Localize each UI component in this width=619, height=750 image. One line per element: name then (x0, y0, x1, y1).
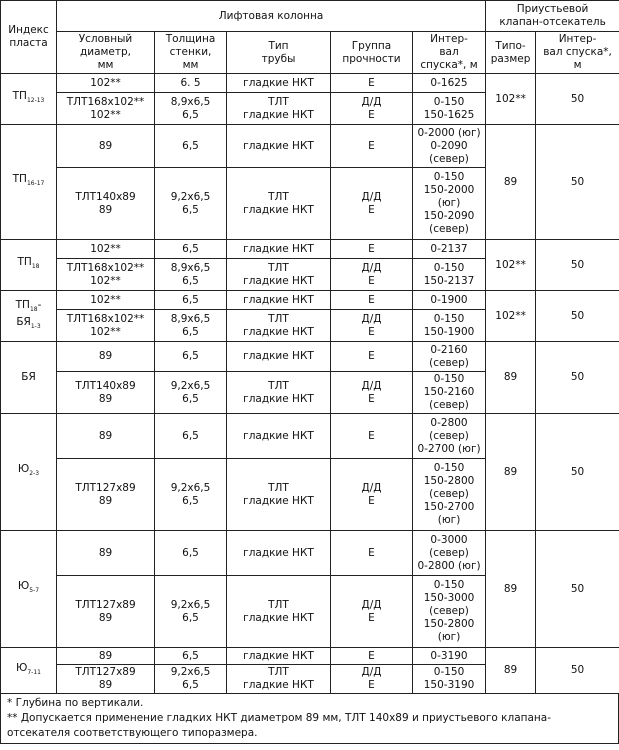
header-thickness: Толщина стенки, мм (155, 32, 227, 74)
strength-cell: Е (331, 240, 413, 259)
interval-cell: 0-3190 (413, 648, 486, 665)
strength-cell: Д/Д Е (331, 459, 413, 531)
interval-cell: 0-1900 (413, 291, 486, 310)
formation-index: ТП (17, 256, 32, 269)
valve-size-cell: 89 (486, 531, 536, 648)
pipe-type-cell: ТЛТ гладкие НКТ (227, 459, 331, 531)
strength-cell: Е (331, 648, 413, 665)
header-valve-interval: Интер- вал спуска*, м (536, 32, 619, 74)
pipe-type-cell: гладкие НКТ (227, 240, 331, 259)
thickness-cell: 8,9x6,5 6,5 (155, 259, 227, 291)
formation-index-sub: 5-7 (29, 587, 40, 595)
interval-cell: 0-1625 (413, 74, 486, 93)
thickness-cell: 6,5 (155, 531, 227, 576)
thickness-cell: 8,9x6,5 6,5 (155, 310, 227, 342)
diameter-cell: ТЛТ127x89 89 (57, 459, 155, 531)
formation-index-2: БЯ (16, 316, 31, 328)
formation-index-cell (1, 125, 57, 240)
valve-interval-cell: 50 (536, 648, 619, 694)
header-interval: Интер- вал спуска*, м (413, 32, 486, 74)
valve-interval-cell: 50 (536, 240, 619, 291)
valve-size-cell: 102** (486, 291, 536, 342)
diameter-cell: 89 (57, 342, 155, 372)
thickness-cell: 6. 5 (155, 74, 227, 93)
valve-size-cell: 89 (486, 342, 536, 414)
table-row (1, 414, 619, 459)
thickness-cell: 6,5 (155, 240, 227, 259)
header-strength: Группа прочности (331, 32, 413, 74)
thickness-cell: 9,2x6,5 6,5 (155, 665, 227, 694)
header-valve-size: Типо- размер (486, 32, 536, 74)
strength-cell: Е (331, 125, 413, 168)
header-valve: Приустьевой клапан-отсекатель (486, 1, 619, 32)
header-pipe-type: Тип трубы (227, 32, 331, 74)
footnote: * Глубина по вертикали. (7, 697, 144, 709)
formation-index: Ю (17, 463, 30, 476)
formation-index: БЯ (21, 371, 36, 383)
interval-cell: 0-150 150-3190 (413, 665, 486, 694)
pipe-type-cell: ТЛТ гладкие НКТ (227, 259, 331, 291)
header-row-1 (1, 1, 619, 32)
header-index: Индекс пласта (1, 1, 57, 74)
interval-cell: 0-150 150-3000 (север) 150-2800 (юг) (413, 576, 486, 648)
pipe-type-cell: ТЛТ гладкие НКТ (227, 576, 331, 648)
pipe-type-cell: ТЛТ гладкие НКТ (227, 665, 331, 694)
strength-cell: Д/Д Е (331, 372, 413, 414)
pipe-type-cell: ТЛТ гладкие НКТ (227, 310, 331, 342)
formation-index: Ю (16, 661, 28, 674)
pipe-type-cell: ТЛТ гладкие НКТ (227, 372, 331, 414)
interval-cell: 0-3000 (север) 0-2800 (юг) (413, 531, 486, 576)
interval-cell: 0-150 150-1900 (413, 310, 486, 342)
thickness-cell: 8,9x6,5 6,5 (155, 93, 227, 125)
formation-index: ТП (12, 173, 27, 186)
pipe-type-cell: гладкие НКТ (227, 531, 331, 576)
diameter-cell: ТЛТ168x102** 102** (57, 310, 155, 342)
valve-interval-cell: 50 (536, 342, 619, 414)
diameter-cell: ТЛТ140x89 89 (57, 372, 155, 414)
thickness-cell: 9,2x6,5 6,5 (155, 576, 227, 648)
diameter-cell: 89 (57, 414, 155, 459)
formation-index-cell (1, 74, 57, 125)
diameter-cell: 89 (57, 125, 155, 168)
interval-cell: 0-2137 (413, 240, 486, 259)
thickness-cell: 9,2x6,5 6,5 (155, 168, 227, 240)
pipe-type-cell: ТЛТ гладкие НКТ (227, 168, 331, 240)
diameter-cell: ТЛТ127x89 89 (57, 665, 155, 694)
strength-cell: Е (331, 342, 413, 372)
diameter-cell: 89 (57, 648, 155, 665)
strength-cell: Д/Д Е (331, 665, 413, 694)
valve-interval-cell: 50 (536, 74, 619, 125)
diameter-cell: ТЛТ168x102** 102** (57, 93, 155, 125)
valve-interval-cell: 50 (536, 291, 619, 342)
thickness-cell: 9,2x6,5 6,5 (155, 372, 227, 414)
thickness-cell: 6,5 (155, 414, 227, 459)
pipe-type-cell: гладкие НКТ (227, 125, 331, 168)
thickness-cell: 6,5 (155, 125, 227, 168)
valve-interval-cell: 50 (536, 531, 619, 648)
interval-cell: 0-150 150-2000 (юг) 150-2090 (север) (413, 168, 486, 240)
formation-index: ТП (12, 90, 27, 103)
formation-index-sub: 7-11 (27, 669, 41, 677)
diameter-cell: ТЛТ140x89 89 (57, 168, 155, 240)
interval-cell: 0-2160 (север) (413, 342, 486, 372)
strength-cell: Д/Д Е (331, 576, 413, 648)
valve-interval-cell: 50 (536, 414, 619, 531)
formation-index-cell (1, 240, 57, 291)
interval-cell: 0-150 150-2160 (север) (413, 372, 486, 414)
diameter-cell: ТЛТ168x102** 102** (57, 259, 155, 291)
formation-index: Ю (17, 580, 30, 593)
valve-size-cell: 102** (486, 74, 536, 125)
formation-index-cell (1, 342, 57, 414)
table-row (1, 125, 619, 168)
interval-cell: 0-150 150-1625 (413, 93, 486, 125)
table-row (1, 240, 619, 259)
strength-cell: Д/Д Е (331, 310, 413, 342)
pipe-type-cell: ТЛТ гладкие НКТ (227, 93, 331, 125)
thickness-cell: 6,5 (155, 291, 227, 310)
interval-cell: 0-150 150-2137 (413, 259, 486, 291)
valve-size-cell: 89 (486, 125, 536, 240)
valve-interval-cell: 50 (536, 125, 619, 240)
strength-cell: Д/Д Е (331, 93, 413, 125)
valve-size-cell: 89 (486, 414, 536, 531)
formation-index-sub: 16-17 (26, 180, 45, 188)
interval-cell: 0-150 150-2800 (север) 150-2700 (юг) (413, 459, 486, 531)
pipe-type-cell: гладкие НКТ (227, 74, 331, 93)
valve-size-cell: 102** (486, 240, 536, 291)
interval-cell: 0-2800 (север) 0-2700 (юг) (413, 414, 486, 459)
pipe-type-cell: гладкие НКТ (227, 291, 331, 310)
pipe-type-cell: гладкие НКТ (227, 342, 331, 372)
thickness-cell: 6,5 (155, 342, 227, 372)
header-row-2 (1, 32, 619, 74)
interval-cell: 0-2000 (юг) 0-2090 (север) (413, 125, 486, 168)
table-row (1, 531, 619, 576)
diameter-cell: 102** (57, 74, 155, 93)
formation-index-cell: $ТП_{18}-$ $БЯ_{1-3}$ (1, 291, 57, 342)
diameter-cell: 102** (57, 291, 155, 310)
table-row (1, 74, 619, 93)
footnotes (0, 694, 619, 744)
formation-index-cell (1, 531, 57, 648)
diameter-cell: 89 (57, 531, 155, 576)
formation-index-sub: 12-13 (26, 97, 45, 105)
formation-index-sub: 2-3 (29, 470, 40, 478)
table-row (1, 342, 619, 372)
strength-cell: Е (331, 414, 413, 459)
formation-index-cell (1, 648, 57, 694)
formation-index-2-sub: 1-3 (30, 323, 41, 331)
valve-size-cell: 89 (486, 648, 536, 694)
formation-index: ТП (15, 298, 30, 311)
formation-index-cell (1, 414, 57, 531)
strength-cell: Д/Д Е (331, 259, 413, 291)
pipe-type-cell: гладкие НКТ (227, 414, 331, 459)
table-row (1, 291, 619, 310)
diameter-cell: 102** (57, 240, 155, 259)
footnote: ** Допускается применение гладких НКТ диаметром 89 мм, ТЛТ 140x89 и приустьевого клапана-отсекателя соответствующего типоразмера. (7, 712, 552, 739)
table-row (1, 648, 619, 665)
strength-cell: Е (331, 531, 413, 576)
pipe-type-cell: гладкие НКТ (227, 648, 331, 665)
diameter-cell: ТЛТ127x89 89 (57, 576, 155, 648)
thickness-cell: 6,5 (155, 648, 227, 665)
formation-index-sub: 18 (31, 263, 40, 271)
thickness-cell: 9,2x6,5 6,5 (155, 459, 227, 531)
formation-index-sub: 18 (29, 306, 38, 313)
strength-cell: Е (331, 291, 413, 310)
header-diameter: Условный диаметр, мм (57, 32, 155, 74)
header-lift-column: Лифтовая колонна (57, 1, 486, 32)
strength-cell: Д/Д Е (331, 168, 413, 240)
strength-cell: Е (331, 74, 413, 93)
